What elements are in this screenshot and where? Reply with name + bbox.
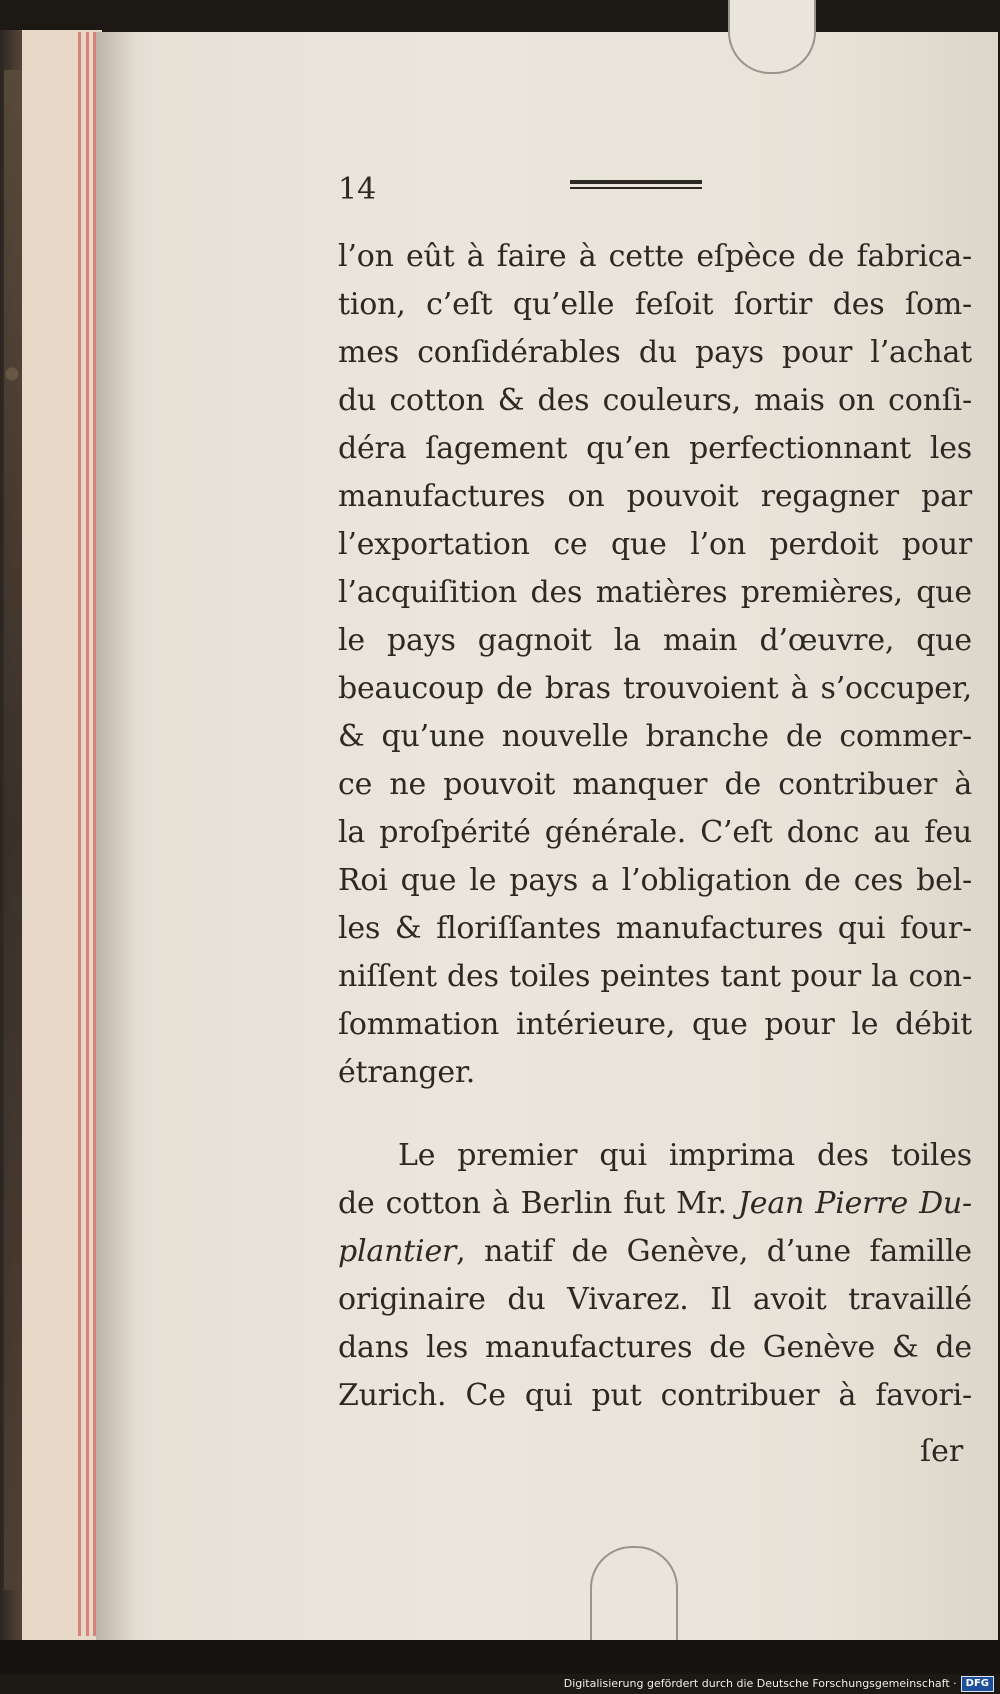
red-edge-line	[78, 32, 81, 1636]
red-edge-line	[86, 32, 89, 1636]
text-line: le pays gagnoit la main d’œuvre, que	[338, 623, 972, 658]
text-line: dans les manufactures de Genève & de	[338, 1330, 972, 1365]
text-line: déra ſagement qu’en perfectionnant les	[338, 431, 972, 466]
text-run: , natif de Genève, d’une famille	[456, 1234, 972, 1269]
header-rule	[570, 180, 702, 192]
page-block-edges	[22, 30, 102, 1640]
text-line: Roi que le pays a l’obligation de ces bel-	[338, 863, 972, 898]
text-line: ſommation intérieure, que pour le débit	[338, 1007, 972, 1042]
text-line: mes conſidérables du pays pour l’achat	[338, 335, 972, 370]
text-line: tion, c’eſt qu’elle feſoit ſortir des ſom-	[338, 287, 972, 322]
text-line: l’exportation ce que l’on perdoit pour	[338, 527, 972, 562]
text-line: étranger.	[338, 1055, 476, 1090]
footer-credit	[564, 1674, 994, 1694]
text-line: l’on eût à faire à cette eſpèce de fabrica-	[338, 239, 972, 274]
bottom-binding	[0, 1640, 1000, 1674]
text-line: la proſpérité générale. C’eſt donc au feu	[338, 815, 972, 850]
text-line: manufactures on pouvoit regagner par	[338, 479, 972, 514]
footer-text: Digitalisierung gefördert durch die Deutsche Forschungsgemeinschaft ·	[563, 1677, 957, 1690]
text-line: du cotton & des couleurs, mais on conſi-	[338, 383, 972, 418]
text-run: de cotton à Berlin fut Mr.	[338, 1186, 738, 1221]
dfg-logo: DFG	[961, 1676, 994, 1692]
text-line: originaire du Vivarez. Il avoit travaillé	[338, 1282, 972, 1317]
text-line: l’acquiſition des matières premières, que	[338, 575, 972, 610]
text-line	[338, 1180, 972, 1228]
person-name-italic: Jean Pierre Du-	[737, 1186, 972, 1221]
text-line: Zurich. Ce qui put contribuer à favori-	[338, 1378, 972, 1413]
person-name-italic: plantier	[338, 1234, 457, 1269]
text-line: & qu’une nouvelle branche de commer-	[338, 719, 972, 754]
text-line: ce ne pouvoit manquer de contribuer à	[338, 767, 972, 802]
text-line	[338, 1228, 972, 1276]
page-clip-bottom	[590, 1546, 678, 1648]
gutter-shadow	[96, 32, 136, 1640]
text-line: beaucoup de bras trouvoient à s’occuper,	[338, 671, 972, 706]
text-line: niſſent des toiles peintes tant pour la con-	[338, 959, 972, 994]
text-line: les & floriſſantes manufactures qui four-	[338, 911, 972, 946]
page-number: 14	[338, 172, 377, 207]
catchword: ſer	[920, 1434, 964, 1469]
text-line: Le premier qui imprima des toiles	[398, 1138, 972, 1173]
